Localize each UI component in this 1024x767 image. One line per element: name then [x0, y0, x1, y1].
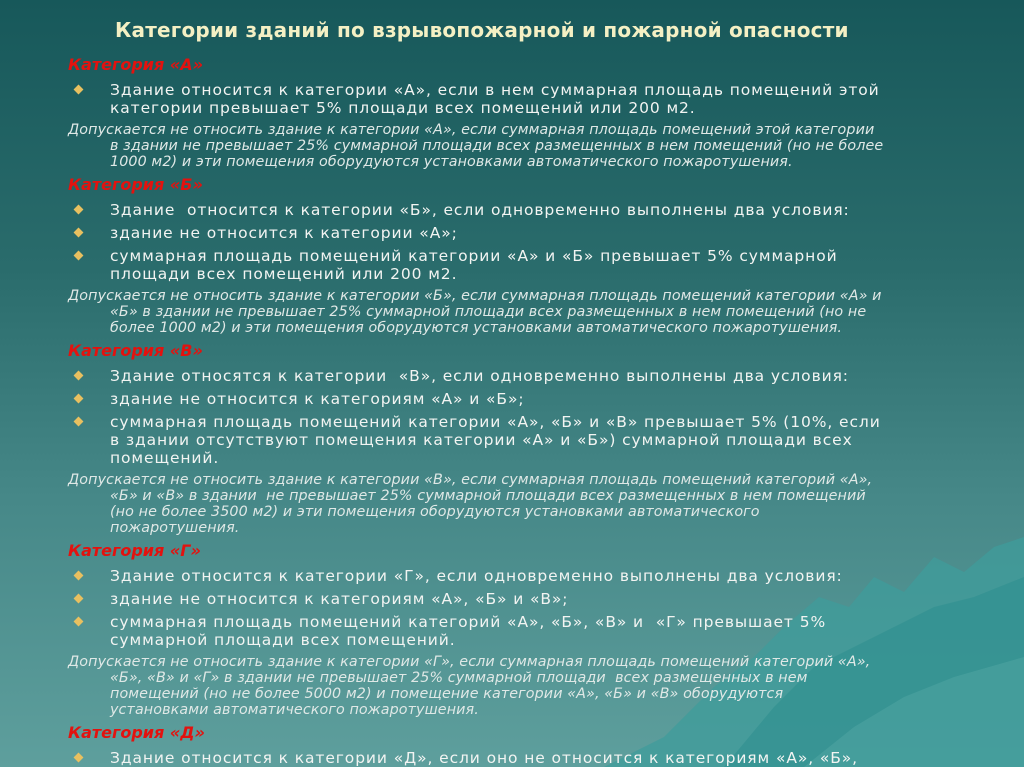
- slide-content: [68, 50, 1018, 767]
- bullet-text: здание не относится к категории «А»;: [110, 224, 458, 242]
- bullet-text: Здание относится к категории «А», если в нем суммарная площадь помещений этой категории превышает 5% площади всех помещений или 200 м2.: [110, 81, 880, 117]
- bullet-item: [68, 613, 1018, 649]
- bullet-text: здание не относится к категориям «А», «Б» и «В»;: [110, 590, 569, 608]
- diamond-bullet-icon: [74, 85, 84, 95]
- bullet-text: Здание относится к категории «Г», если одновременно выполнены два условия:: [110, 567, 843, 585]
- category-heading: Категория «А»: [68, 55, 204, 74]
- bullet-text: суммарная площадь помещений категории «А» и «Б» превышает 5% суммарной площади всех помещений или 200 м2.: [110, 247, 838, 283]
- diamond-bullet-icon: [74, 205, 84, 215]
- exception-note: Допускается не относить здание к категории «В», если суммарная площадь помещений категорий «А», «Б» и «В» в здании не превышает 25% суммарной площади всех размещенных в нем помещений (но не более 3500 м2) и эти помещения оборудуются установками автоматического пожаротушения.: [68, 472, 873, 536]
- diamond-bullet-icon: [74, 753, 84, 763]
- bullet-item: [68, 590, 1018, 608]
- diamond-bullet-icon: [74, 571, 84, 581]
- bullet-item: [68, 390, 1018, 408]
- bullet-item: [68, 247, 1018, 283]
- bullet-text: Здание относится к категории «Д», если оно не относится к категориям «А», «Б»,: [110, 749, 858, 767]
- bullet-text: здание не относится к категориям «А» и «Б»;: [110, 390, 525, 408]
- diamond-bullet-icon: [74, 394, 84, 404]
- bullet-item: [68, 567, 1018, 585]
- exception-note: Допускается не относить здание к категории «Б», если суммарная площадь помещений категории «А» и «Б» в здании не превышает 25% суммарной площади всех размещенных в нем помещений (но не более 1000 м2) и эти помещения оборудуются установками автоматического пожаротушения.: [68, 288, 882, 336]
- category-heading: Категория «В»: [68, 341, 203, 360]
- category-heading: Категория «Б»: [68, 175, 203, 194]
- diamond-bullet-icon: [74, 617, 84, 627]
- bullet-item: [68, 81, 1018, 117]
- diamond-bullet-icon: [74, 417, 84, 427]
- exception-note: Допускается не относить здание к категории «А», если суммарная площадь помещений этой категории в здании не превышает 25% суммарной площади всех размещенных в нем помещений (но не более 1000 м2) и эти помещения оборудуются установками автоматического пожаротушения.: [68, 122, 884, 170]
- slide-title: Категории зданий по взрывопожарной и пожарной опасности: [115, 18, 849, 42]
- exception-note: Допускается не относить здание к категории «Г», если суммарная площадь помещений категорий «А», «Б», «В» и «Г» в здании не превышает 25% суммарной площади всех размещенных в нем помещений (но не более 5000 м2) и помещение категории «А», «Б» и «В» оборудуются установками автоматического пожаротушения.: [68, 654, 871, 718]
- category-heading: Категория «Д»: [68, 723, 205, 742]
- bullet-item: [68, 224, 1018, 242]
- bullet-item: [68, 413, 1018, 467]
- diamond-bullet-icon: [74, 594, 84, 604]
- diamond-bullet-icon: [74, 371, 84, 381]
- bullet-text: Здание относятся к категории «В», если одновременно выполнены два условия:: [110, 367, 849, 385]
- category-heading: Категория «Г»: [68, 541, 201, 560]
- bullet-text: суммарная площадь помещений категории «А», «Б» и «В» превышает 5% (10%, если в здании отсутствуют помещения категории «А» и «Б») суммарной площади всех помещений.: [110, 413, 881, 467]
- diamond-bullet-icon: [74, 228, 84, 238]
- bullet-text: Здание относится к категории «Б», если одновременно выполнены два условия:: [110, 201, 850, 219]
- bullet-item: [68, 201, 1018, 219]
- diamond-bullet-icon: [74, 251, 84, 261]
- bullet-item: [68, 749, 1018, 767]
- bullet-item: [68, 367, 1018, 385]
- bullet-text: суммарная площадь помещений категорий «А», «Б», «В» и «Г» превышает 5% суммарной площади всех помещений.: [110, 613, 827, 649]
